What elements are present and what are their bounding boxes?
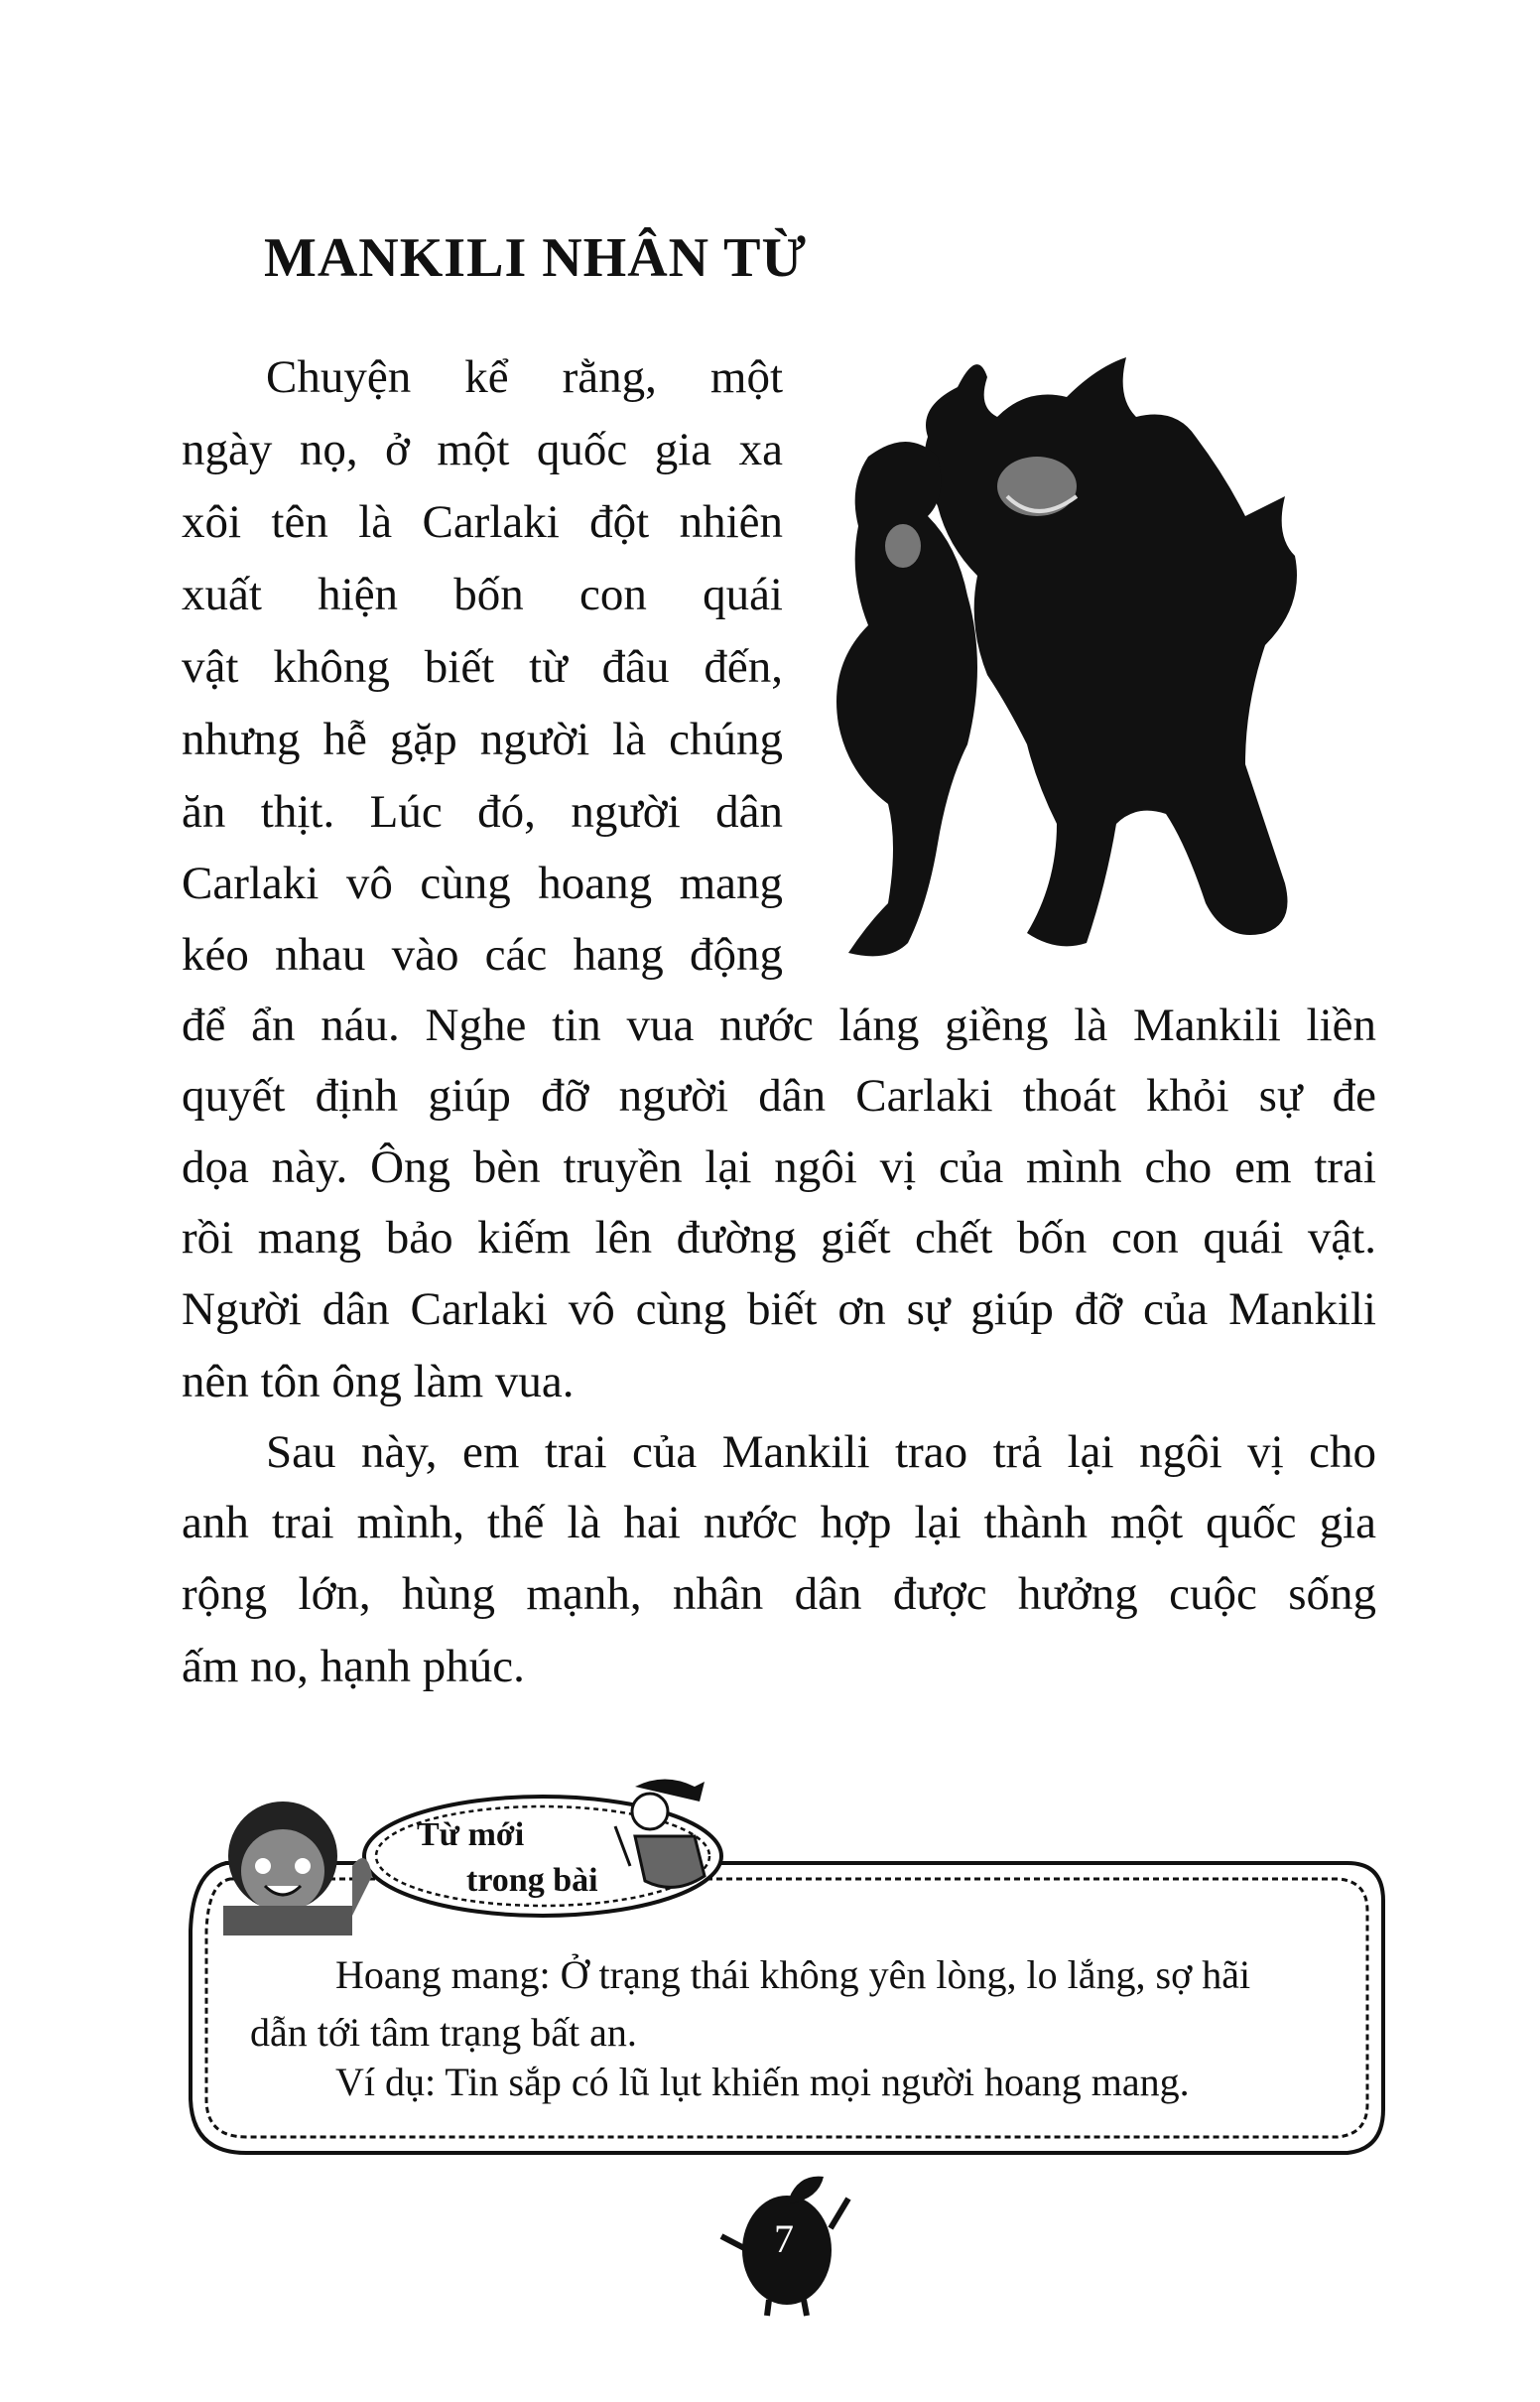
page-number: 7 [774,2216,794,2261]
paragraph-line: kéo nhau vào các hang động [182,929,783,981]
vocab-definition: dẫn tới tâm trạng bất an. [250,2010,637,2055]
page-title: MANKILI NHÂN TỪ [264,227,808,289]
paragraph-line: xôi tên là Carlaki đột nhiên [182,496,783,548]
paragraph-line: Chuyện kể rằng, một [266,351,783,403]
paragraph-line: Carlaki vô cùng hoang mang [182,858,783,909]
paragraph-line: ấm no, hạnh phúc. [182,1641,525,1692]
vocab-label-line2: trong bài [466,1862,598,1899]
paragraph-line: Người dân Carlaki vô cùng biết ơn sự giúp đỡ của Mankili [182,1283,1376,1335]
vocab-definition: Hoang mang: Ở trạng thái không yên lòng, lo lắng, sợ hãi [335,1952,1251,1997]
boy-mascot-icon [203,1787,377,1945]
paragraph-line: rồi mang bảo kiếm lên đường giết chết bốn con quái vật. [182,1212,1376,1264]
fairy-mascot-icon [605,1777,714,1906]
paragraph-line: nhưng hễ gặp người là chúng [182,714,783,765]
paragraph-line: rộng lớn, hùng mạnh, nhân dân được hưởng cuộc sống [182,1568,1376,1620]
paragraph-line: Sau này, em trai của Mankili trao trả lại ngôi vị cho [266,1426,1376,1478]
paragraph-line: nên tôn ông làm vua. [182,1356,575,1407]
paragraph-line: dọa này. Ông bèn truyền lại ngôi vị của mình cho em trai [182,1141,1376,1193]
paragraph-line: ngày nọ, ở một quốc gia xa [182,424,783,475]
paragraph-line: quyết định giúp đỡ người dân Carlaki thoát khỏi sự đe [182,1070,1376,1122]
paragraph-line: để ẩn náu. Nghe tin vua nước láng giềng là Mankili liền [182,1000,1376,1051]
vocab-label-line1: Từ mới [417,1816,525,1853]
paragraph-line: ăn thịt. Lúc đó, người dân [182,786,783,838]
monster-warrior-illustration [829,347,1374,983]
paragraph-line: xuất hiện bốn con quái [182,569,783,620]
vocab-example: Ví dụ: Tin sắp có lũ lụt khiến mọi người hoang mang. [335,2060,1190,2104]
paragraph-line: anh trai mình, thế là hai nước hợp lại thành một quốc gia [182,1497,1376,1548]
paragraph-line: vật không biết từ đâu đến, [182,641,783,693]
